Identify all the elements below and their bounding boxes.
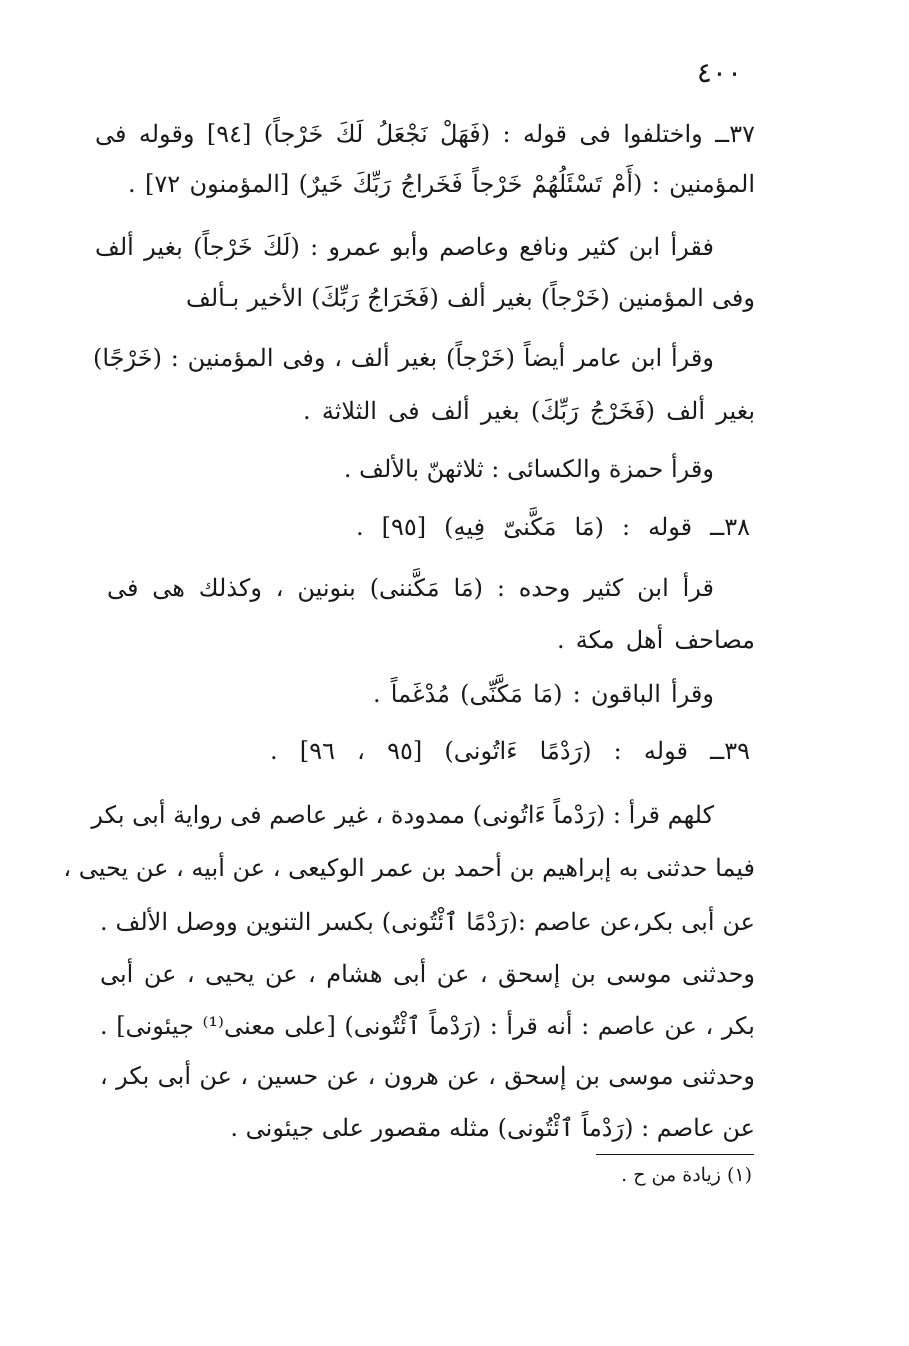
text-line: قرأ ابن كثير وحده : (مَا مَكَّننى) بنونين ، وكذلك هى فى [107,574,714,602]
text-line: مصاحف أهل مكة . [557,626,755,654]
text-line: المؤمنين : (أَمْ تَسْئَلُهُمْ خَرْجاً فَخَراجُ رَبِّكَ خَيرٌ) [المؤمنون ٧٢] . [128,170,756,198]
text-line: بغير ألف (فَخَرْجُ رَبِّكَ) بغير ألف فى الثلاثة . [303,397,755,425]
text-line: وقرأ ابن عامر أيضاً (خَرْجاً) بغير ألف ، وفى المؤمنين : (خَرْجًا) [93,344,714,372]
text-line: وحدثنى موسى بن إسحق ، عن هرون ، عن حسين ، عن أبى بكر ، [100,1062,755,1090]
text-line: ٣٨ــ قوله : (مَا مَكَّنىّ فِيهِ) [٩٥] . [356,513,750,541]
text-line: كلهم قرأ : (رَدْماً ءَاتُونى) ممدودة ، غير عاصم فى رواية أبى بكر [91,801,714,829]
text-line: وقرأ حمزة والكسائى : ثلاثهنّ بالألف . [343,455,714,483]
text-line: وحدثنى موسى بن إسحق ، عن أبى هشام ، عن يحيى ، عن أبى [100,960,755,988]
text-line: عن أبى بكر،عن عاصم :(رَدْمًا ٱئْتُونى) بكسر التنوين ووصل الألف . [100,908,755,936]
text-line: فيما حدثنى به إبراهيم بن أحمد بن عمر الوكيعى ، عن أبيه ، عن يحيى ، [63,854,755,882]
text-line: عن عاصم : (رَدْماً ٱئْتُونى) مثله مقصور على جيئونى . [230,1114,755,1142]
text-line: ٣٧ــ واختلفوا فى قوله : (فَهَلْ نَجْعَلُ لَكَ خَرْجاً) [٩٤] وقوله فى [95,120,755,148]
text-line: وفى المؤمنين (خَرْجاً) بغير ألف (فَخَرَاجُ رَبِّكَ) الأخير بـألف [186,284,755,312]
footnote-separator [596,1154,754,1155]
text-line: فقرأ ابن كثير ونافع وعاصم وأبو عمرو : (لَكَ خَرْجاً) بغير ألف [95,233,714,261]
text-line: وقرأ الباقون : (مَا مَكَّنِّى) مُدْغَماً . [373,680,714,708]
page-number: ٤٠٠ [696,56,742,89]
text-line: ٣٩ــ قوله : (رَدْمًا ءَاتُونى) [٩٥ ، ٩٦] . [270,737,750,765]
footnote: (١) زيادة من ح . [621,1164,752,1186]
text-line: بكر ، عن عاصم : أنه قرأ : (رَدْماً ٱئْتُونى) [على معنى⁽¹⁾ جيئونى] . [100,1012,755,1040]
